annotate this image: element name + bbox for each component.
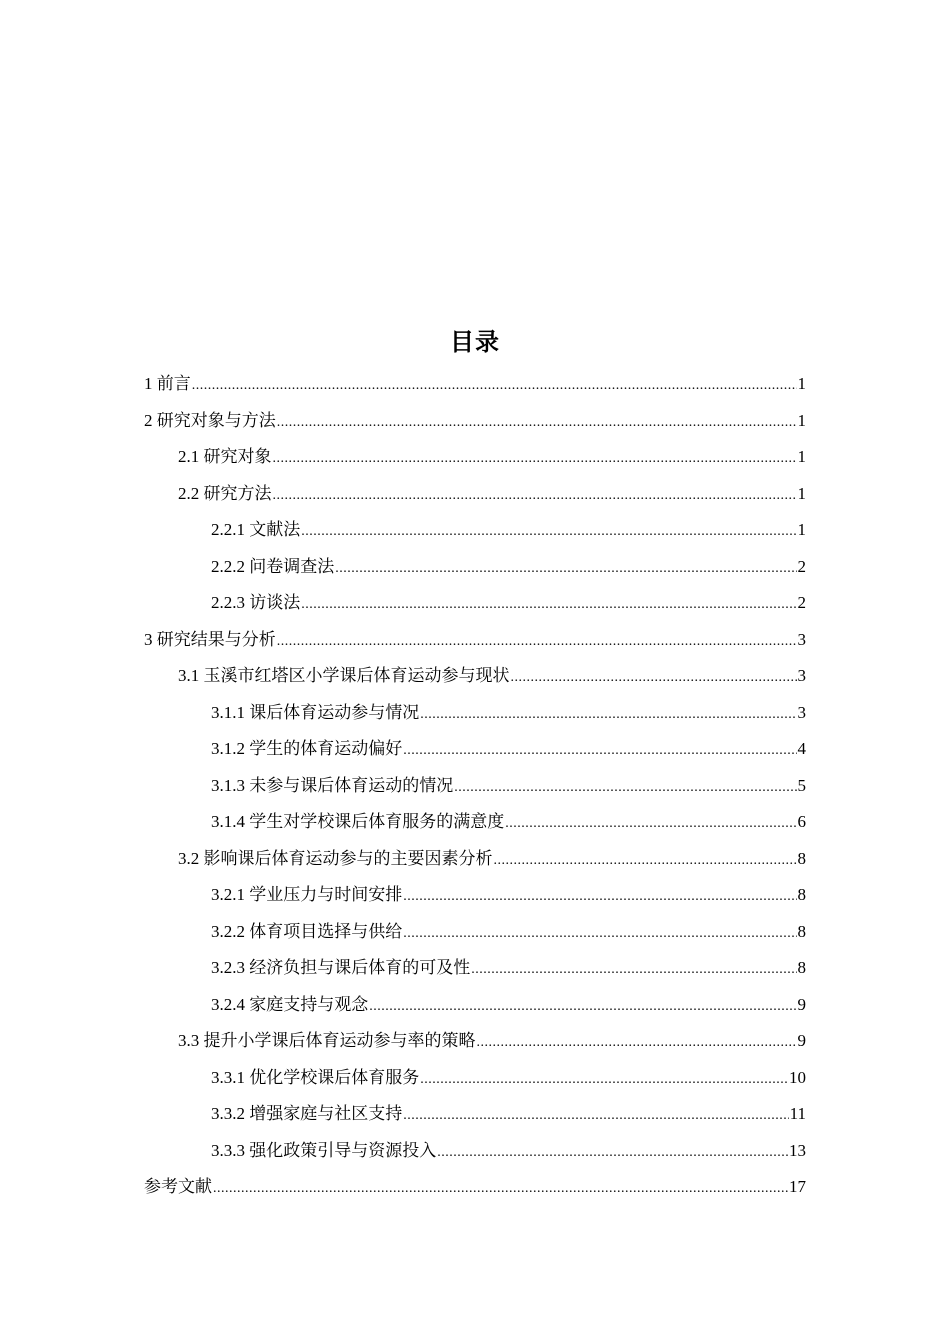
dot-leader [505, 806, 796, 843]
toc-entry[interactable] [144, 1096, 806, 1133]
toc-entry-page-number: 5 [797, 775, 806, 795]
toc-entry-page-number: 8 [797, 848, 806, 868]
toc-entry[interactable] [144, 768, 806, 805]
toc-entry-page-number: 1 [797, 520, 806, 539]
toc-entry-label: 3.2 影响课后体育运动参与的主要因素分析 [178, 848, 493, 868]
toc-entry-page-number: 9 [797, 1031, 806, 1050]
toc-entry[interactable] [144, 585, 806, 622]
dot-leader [369, 989, 796, 1026]
toc-entry-label: 3.3 提升小学课后体育运动参与率的策略 [178, 1031, 476, 1050]
dot-leader [277, 624, 797, 661]
toc-entry-label: 3.3.3 强化政策引导与资源投入 [211, 1140, 437, 1160]
toc-entry[interactable] [144, 877, 806, 914]
toc-entry-page-number: 8 [797, 958, 806, 977]
toc-entry[interactable] [144, 549, 806, 586]
toc-entry-label: 3.2.2 体育项目选择与供给 [211, 921, 403, 941]
table-of-contents [144, 366, 806, 1206]
dot-leader [273, 441, 797, 478]
toc-entry-label: 3.3.2 增强家庭与社区支持 [211, 1104, 403, 1123]
page-title: 目录 [450, 328, 500, 356]
dot-leader [213, 1171, 788, 1208]
toc-entry-page-number: 13 [789, 1140, 806, 1160]
dot-leader [477, 1025, 797, 1062]
dot-leader [403, 1098, 788, 1135]
toc-entry-page-number: 1 [797, 374, 806, 393]
toc-entry-label: 3.1.2 学生的体育运动偏好 [211, 739, 403, 758]
dot-leader [301, 587, 796, 624]
toc-entry[interactable] [144, 366, 806, 403]
dot-leader [454, 770, 796, 807]
toc-entry-page-number: 1 [797, 447, 806, 466]
dot-leader [471, 952, 796, 989]
toc-entry-page-number: 3 [797, 702, 806, 722]
toc-entry-page-number: 3 [797, 666, 806, 685]
toc-entry-label: 3.3.1 优化学校课后体育服务 [211, 1067, 420, 1087]
toc-entry[interactable] [144, 1169, 806, 1206]
toc-entry-label: 3.1.1 课后体育运动参与情况 [211, 702, 420, 722]
toc-entry-label: 2 研究对象与方法 [144, 410, 276, 430]
toc-entry-label: 3.2.1 学业压力与时间安排 [211, 885, 403, 904]
toc-entry-label: 2.2.2 问卷调查法 [211, 556, 335, 576]
dot-leader [277, 405, 797, 442]
toc-entry[interactable] [144, 804, 806, 841]
dot-leader [494, 843, 797, 880]
toc-entry-page-number: 8 [797, 921, 806, 941]
toc-entry-label: 2.2.1 文献法 [211, 520, 301, 539]
toc-entry-label: 3 研究结果与分析 [144, 629, 276, 649]
toc-entry-label: 3.2.3 经济负担与课后体育的可及性 [211, 958, 471, 977]
toc-entry[interactable] [144, 1133, 806, 1170]
toc-entry-page-number: 3 [797, 629, 806, 649]
toc-entry[interactable] [144, 439, 806, 476]
toc-entry-page-number: 6 [797, 812, 806, 831]
toc-entry-page-number: 10 [789, 1067, 806, 1087]
dot-leader [403, 916, 796, 953]
toc-entry[interactable] [144, 950, 806, 987]
dot-leader [420, 697, 796, 734]
toc-entry[interactable] [144, 403, 806, 440]
dot-leader [192, 368, 797, 405]
toc-entry[interactable] [144, 1023, 806, 1060]
toc-entry-page-number: 8 [797, 885, 806, 904]
dot-leader [403, 733, 796, 770]
toc-entry-page-number: 1 [797, 410, 806, 430]
dot-leader [511, 660, 797, 697]
toc-entry-label: 3.1.4 学生对学校课后体育服务的满意度 [211, 812, 505, 831]
toc-entry-page-number: 1 [797, 483, 806, 503]
toc-entry-page-number: 2 [797, 593, 806, 612]
toc-entry[interactable] [144, 987, 806, 1024]
toc-entry-label: 2.2.3 访谈法 [211, 593, 301, 612]
dot-leader [403, 879, 796, 916]
toc-entry-page-number: 9 [797, 994, 806, 1014]
toc-entry-label: 3.1 玉溪市红塔区小学课后体育运动参与现状 [178, 666, 510, 685]
toc-entry-label: 3.1.3 未参与课后体育运动的情况 [211, 775, 454, 795]
toc-entry[interactable] [144, 841, 806, 878]
toc-entry[interactable] [144, 1060, 806, 1097]
toc-entry-label: 3.2.4 家庭支持与观念 [211, 994, 369, 1014]
dot-leader [273, 478, 797, 515]
toc-entry[interactable] [144, 914, 806, 951]
toc-entry[interactable] [144, 695, 806, 732]
toc-entry-label: 参考文献 [144, 1177, 212, 1196]
toc-entry[interactable] [144, 731, 806, 768]
toc-entry[interactable] [144, 622, 806, 659]
dot-leader [301, 514, 796, 551]
toc-entry-page-number: 4 [797, 739, 806, 758]
toc-entry-label: 2.2 研究方法 [178, 483, 272, 503]
toc-entry-page-number: 11 [789, 1104, 806, 1123]
toc-entry[interactable] [144, 476, 806, 513]
toc-entry-label: 1 前言 [144, 374, 191, 393]
toc-entry-page-number: 2 [797, 556, 806, 576]
dot-leader [437, 1135, 788, 1172]
dot-leader [335, 551, 796, 588]
dot-leader [420, 1062, 788, 1099]
toc-entry-label: 2.1 研究对象 [178, 447, 272, 466]
toc-entry-page-number: 17 [789, 1177, 806, 1196]
toc-entry[interactable] [144, 512, 806, 549]
toc-entry[interactable] [144, 658, 806, 695]
